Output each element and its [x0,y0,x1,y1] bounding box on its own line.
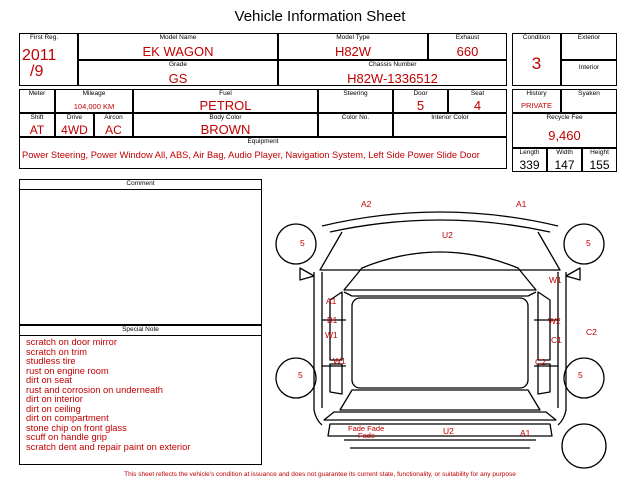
height-cell [582,148,617,172]
first-reg-label: First Reg. [30,34,59,41]
fuel-cell [133,89,318,113]
front-right-wheel [564,224,604,264]
equipment-label: Equipment [247,138,279,145]
rear-window [340,390,540,410]
equipment-cell [19,137,507,169]
model-name-cell [78,33,278,60]
shift-label: Shift [30,114,44,121]
chassis-number-label: Chassis Number [368,61,417,68]
damage-mark: C1 [551,335,562,345]
exterior-cell [561,33,617,60]
condition-cell [512,33,561,86]
right-mirror [566,268,580,280]
first-reg-year: 2011 [22,47,57,64]
list-item: stone chip on front glass [26,422,127,433]
exhaust-cell [428,33,507,60]
damage-mark: C2 [586,327,597,337]
list-item: dirt on compartment [26,413,109,423]
first-reg-month: /9 [30,63,44,80]
damage-mark: 5 [578,370,583,380]
damage-mark: Fade [358,431,376,440]
rear-left-wheel [276,358,316,398]
history-value: PRIVATE [521,101,552,110]
damage-mark: W1 [333,356,346,366]
interior-color-label: Interior Color [431,114,469,121]
interior-cell [561,60,617,86]
grade-value: GS [168,71,188,86]
damage-mark: Fade Fade [348,424,385,433]
left-mirror [300,268,314,280]
aircon-cell [94,113,133,137]
syaken-cell [561,89,617,113]
front-left-wheel [276,224,316,264]
width-label: Width [556,149,573,156]
damage-mark: 5 [298,370,303,380]
door-cell [393,89,448,113]
condition-value: 3 [531,54,542,73]
seat-label: Seat [470,90,485,97]
drive-cell [55,113,94,137]
damage-mark: W1 [549,275,562,285]
door-lines [322,320,558,366]
list-item: dirt on ceiling [26,403,81,414]
length-value: 339 [519,158,540,172]
history-label: History [526,90,547,97]
drive-value: 4WD [61,123,88,137]
windshield-outline [344,252,536,290]
damage-mark: A1 [326,296,337,306]
model-type-cell [278,33,428,60]
model-name-label: Model Name [159,34,197,41]
interior-color-cell [393,113,507,137]
seat-cell [448,89,507,113]
mileage-label: Mileage [82,90,106,97]
grade-label: Grade [168,61,188,68]
spare-wheel [562,424,606,468]
fuel-label: Fuel [219,90,232,97]
model-type-value: H82W [334,44,372,59]
meter-label: Meter [28,90,46,97]
height-label: Height [590,149,609,156]
recycle-fee-value: 9,460 [548,128,581,143]
steering-label: Steering [343,90,368,97]
list-item: scratch on trim [26,346,87,357]
special-note-list [26,338,258,452]
body-color-label: Body Color [209,114,242,121]
list-item: rust on engine room [26,365,109,376]
list-item: rust and corrosion on underneath [26,384,163,395]
chassis-number-value: H82W-1336512 [347,71,438,86]
roof-outline [352,298,528,388]
color-no-cell [318,113,393,137]
mileage-value: 104,000 KM [73,102,115,111]
left-rear-window [330,364,342,394]
meter-cell [19,89,55,113]
damage-mark: B1 [327,315,338,325]
body-color-value: BROWN [200,122,251,137]
width-cell [547,148,582,172]
mileage-cell [55,89,133,113]
equipment-value: Power Steering, Power Window All, ABS, Air Bag, Audio Player, Navigation System, Left Side Power Slide Door [22,150,480,160]
list-item: scuff on handle grip [26,432,107,442]
damage-mark: A2 [361,199,372,209]
damage-mark: A1 [520,428,531,438]
recycle-fee-label: Recycle Fee [546,114,583,121]
width-value: 147 [554,158,575,172]
exhaust-label: Exhaust [455,34,480,41]
damage-mark: W1 [325,330,338,340]
list-item: studless tire [26,356,76,366]
shift-value: AT [29,123,45,137]
steering-cell [318,89,393,113]
rear-right-wheel [564,358,604,398]
comment-box [19,179,262,325]
damage-mark: 5 [586,238,591,248]
list-item: scratch dent and repair paint on exterior [26,441,191,452]
aircon-label: Aircon [104,114,123,121]
right-rear-window [538,364,550,394]
damage-mark: 5 [300,238,305,248]
height-value: 155 [589,158,610,172]
list-item: scratch on door mirror [26,337,117,347]
roof-front-edge [344,292,536,296]
grade-cell [78,60,278,86]
front-bumper-inner [330,220,550,232]
damage-mark: U2 [442,230,453,240]
drive-label: Drive [66,114,83,121]
model-name-value: EK WAGON [142,44,214,59]
shift-cell [19,113,55,137]
history-cell [512,89,561,113]
damage-mark: C2 [535,357,546,367]
front-bumper-outline [322,212,558,226]
interior-label: Interior [578,64,600,71]
tailgate-outline [324,412,556,420]
list-item: dirt on interior [26,394,83,404]
damage-mark: A1 [516,199,527,209]
right-front-window [538,292,550,360]
body-color-cell [133,113,318,137]
disclaimer-footer: This sheet reflects the vehicle's condition at issuance and does not guarantee its current state, functionality, or suitability for any purpose [124,471,516,478]
color-no-label: Color No. [341,114,370,121]
comment-label: Comment [20,180,261,190]
special-note-label: Special Note [20,326,261,336]
chassis-number-cell [278,60,507,86]
special-note-box [19,325,262,465]
fuel-value: PETROL [199,98,252,113]
aircon-value: AC [105,123,122,137]
hood-outline [320,232,560,270]
length-cell [512,148,547,172]
sheet-title: Vehicle Information Sheet [234,8,406,25]
syaken-label: Syaken [578,90,600,97]
exterior-label: Exterior [577,34,601,41]
damage-mark: W2 [548,316,561,326]
door-label: Door [413,90,428,97]
recycle-fee-cell [512,113,617,148]
length-label: Length [519,149,540,156]
model-type-label: Model Type [336,34,370,41]
door-value: 5 [416,98,425,113]
seat-value: 4 [473,98,482,113]
condition-label: Condition [522,34,551,41]
first-reg-cell [19,33,78,86]
damage-mark: U2 [443,426,454,436]
list-item: dirt on seat [26,375,72,385]
exhaust-value: 660 [456,44,479,59]
